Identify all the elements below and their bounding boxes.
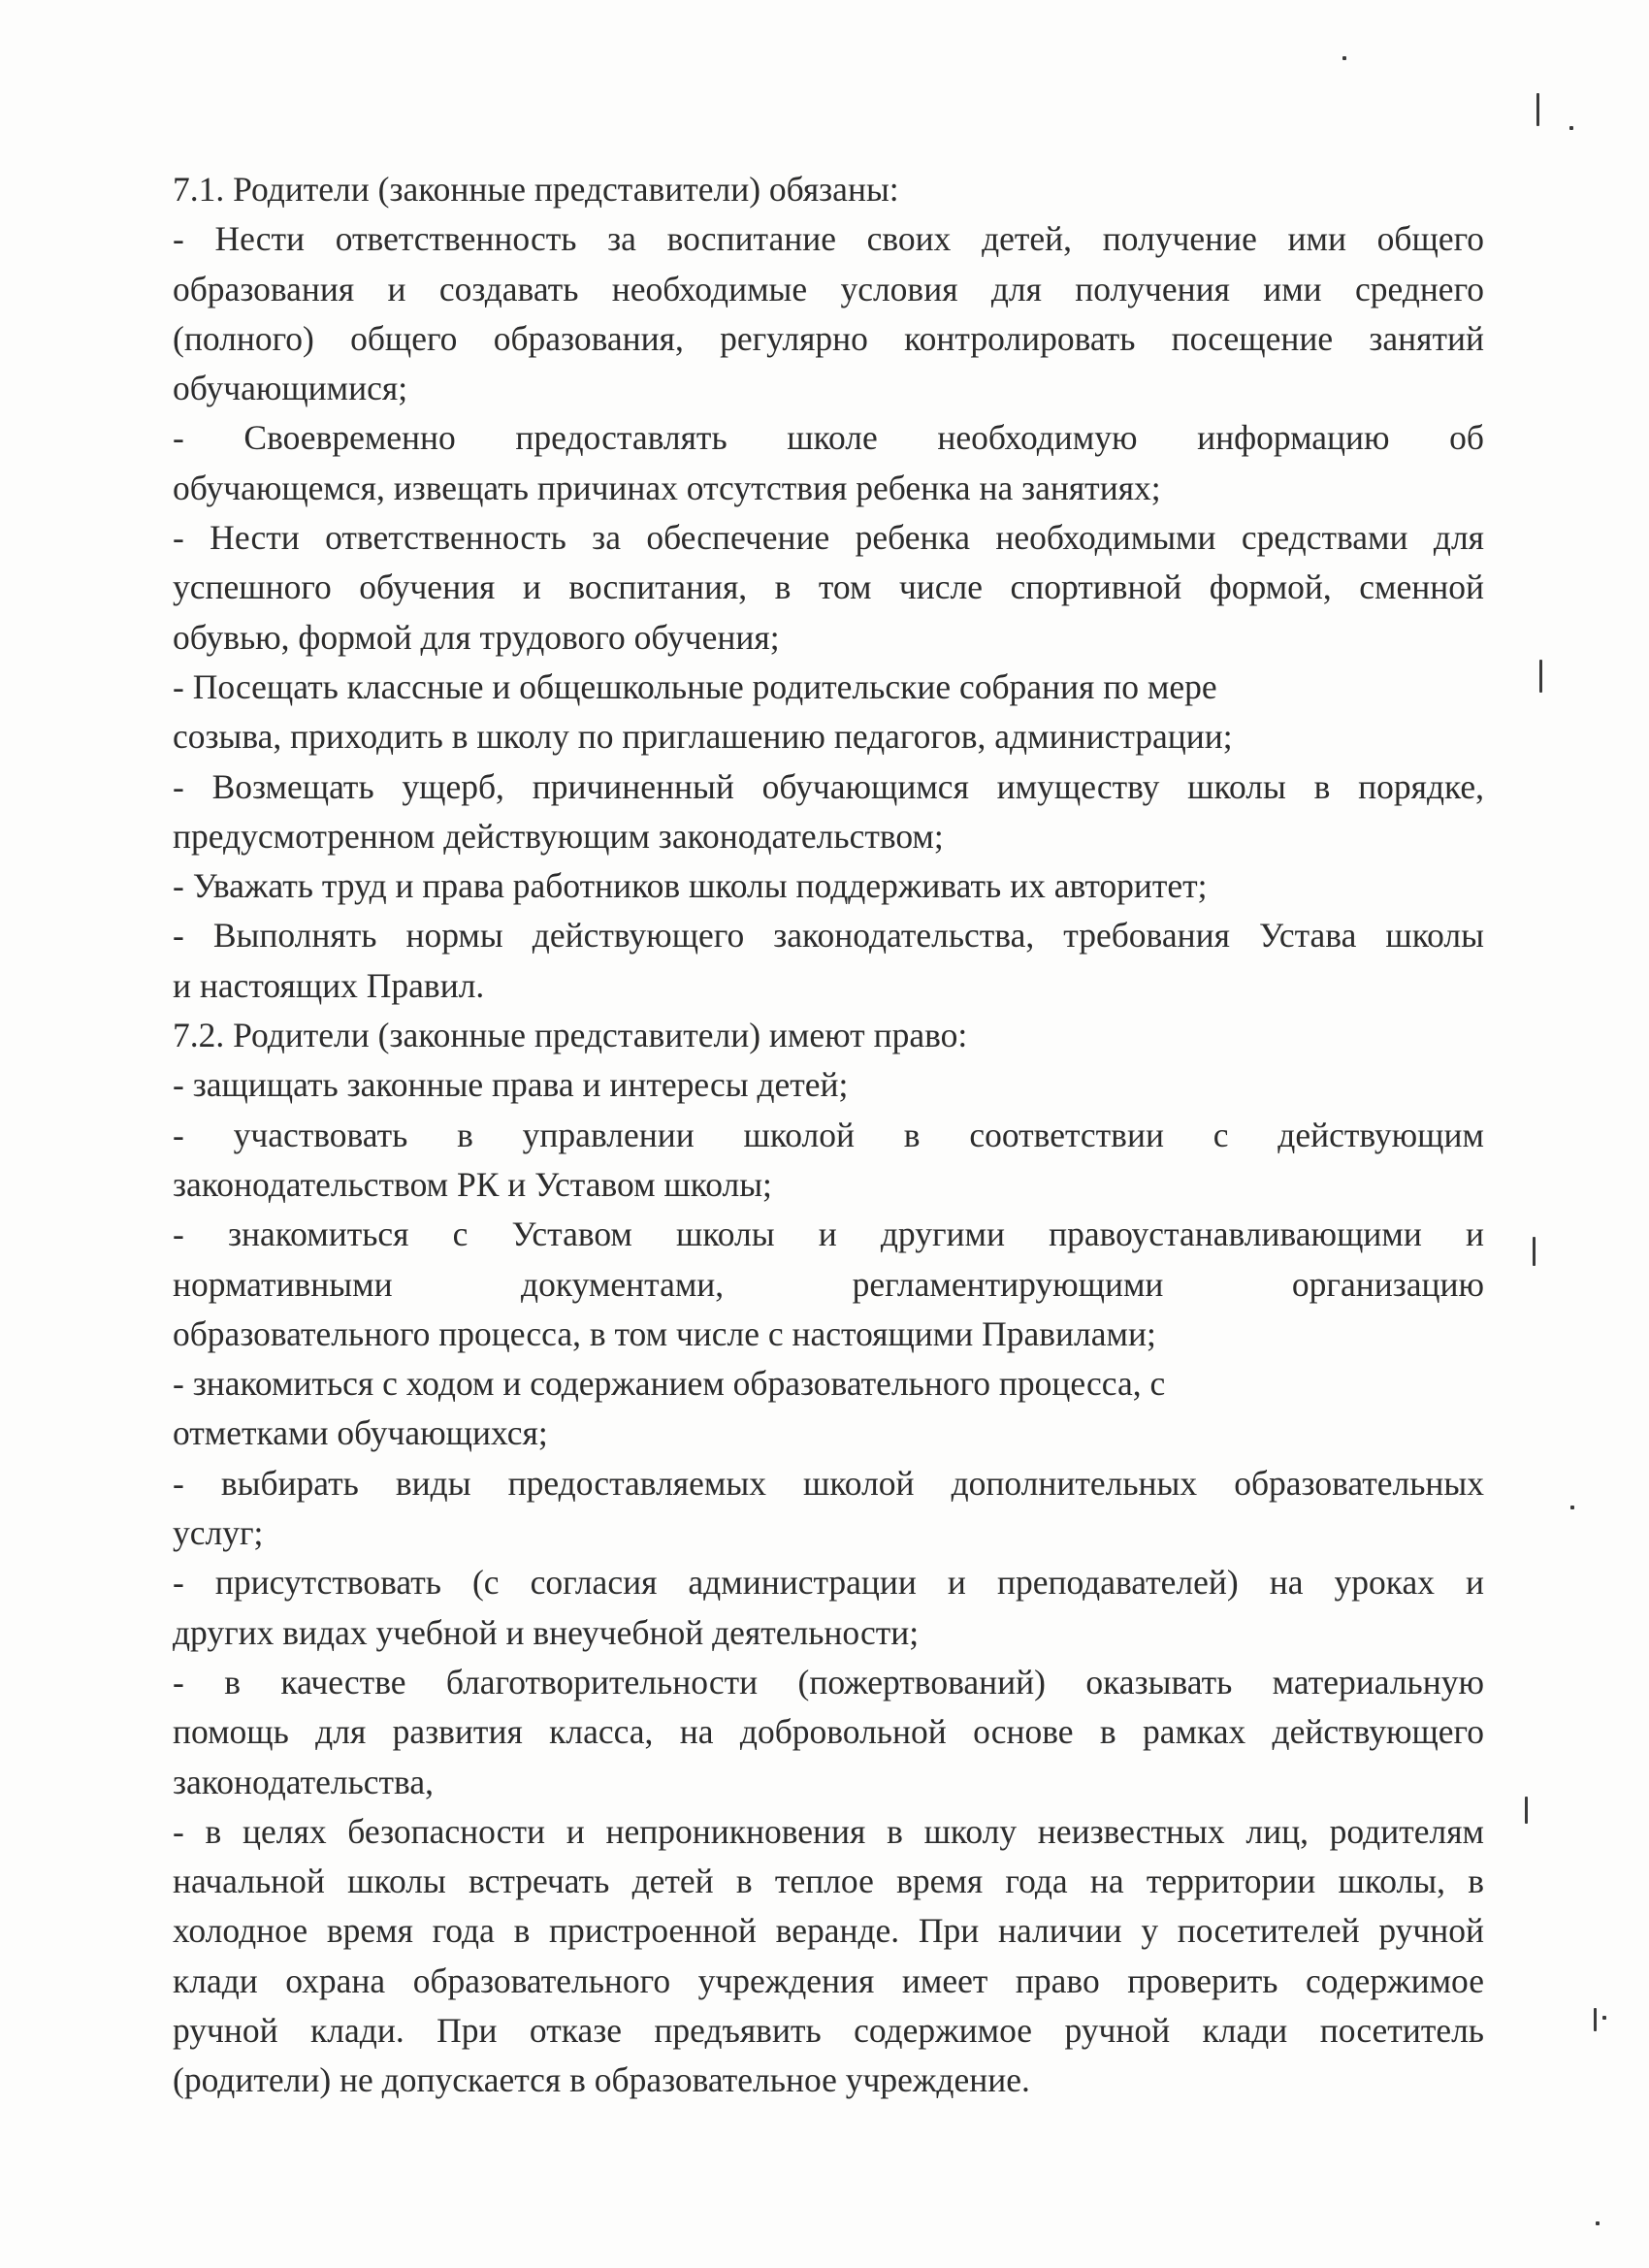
text-line: обувью, формой для трудового обучения; xyxy=(173,617,780,657)
scan-mark xyxy=(1533,1237,1536,1266)
text-line: холодное время года в пристроенной веранде. При наличии у посетителей ручной xyxy=(173,1911,1484,1951)
text-line: обучающемся, извещать причинах отсутствия ребенка на занятиях; xyxy=(173,468,1161,507)
text-line: услуг; xyxy=(173,1513,264,1553)
text-line: - Возмещать ущерб, причиненный обучающимся имуществу школы в порядке, xyxy=(173,766,1484,806)
text-line: - Уважать труд и права работников школы поддерживать их авторитет; xyxy=(173,866,1208,906)
text-line: - выбирать виды предоставляемых школой дополнительных образовательных xyxy=(173,1463,1484,1503)
text-line: - Посещать классные и общешкольные родительские собрания по мере xyxy=(173,666,1217,706)
text-line: образовательного процесса, в том числе с настоящими Правилами; xyxy=(173,1313,1156,1353)
text-line: 7.1. Родители (законные представители) обязаны: xyxy=(173,170,899,209)
scan-mark xyxy=(1594,2008,1597,2031)
document-body xyxy=(173,165,1484,2106)
scan-mark xyxy=(1525,1797,1528,1824)
text-line: - присутствовать (с согласия администрации и преподавателей) на уроках и xyxy=(173,1563,1484,1603)
scan-dot xyxy=(1570,1506,1574,1509)
scan-dot xyxy=(1596,2221,1600,2225)
text-line: других видах учебной и внеучебной деятельности; xyxy=(173,1612,920,1652)
text-line: - Своевременно предоставлять школе необходимую информацию об xyxy=(173,418,1484,458)
text-line: законодательством РК и Уставом школы; xyxy=(173,1164,772,1204)
text-line: - защищать законные права и интересы детей; xyxy=(173,1065,849,1105)
scan-mark xyxy=(1536,93,1539,126)
text-line: (полного) общего образования, регулярно контролировать посещение занятий xyxy=(173,318,1484,358)
scan-dot xyxy=(1569,126,1573,130)
text-line: - в качестве благотворительности (пожертвований) оказывать материальную xyxy=(173,1662,1484,1701)
text-line: помощь для развития класса, на добровольной основе в рамках действующего xyxy=(173,1712,1484,1752)
text-line: - Выполнять нормы действующего законодательства, требования Устава школы xyxy=(173,916,1484,956)
text-line: - участвовать в управлении школой в соответствии с действующим xyxy=(173,1115,1484,1154)
scan-mark xyxy=(1539,660,1542,693)
text-line: нормативными документами, регламентирующими организацию xyxy=(173,1264,1484,1304)
scan-dot xyxy=(1342,56,1346,60)
text-line: образования и создавать необходимые условия для получения ими среднего xyxy=(173,269,1484,308)
scan-dot xyxy=(1602,2016,1606,2020)
text-line: 7.2. Родители (законные представители) имеют право: xyxy=(173,1016,968,1055)
text-line: обучающимися; xyxy=(173,369,408,408)
text-line: - Нести ответственность за обеспечение ребенка необходимыми средствами для xyxy=(173,518,1484,558)
text-line: - знакомиться с Уставом школы и другими правоустанавливающими и xyxy=(173,1215,1484,1254)
text-line: клади охрана образовательного учреждения имеет право проверить содержимое xyxy=(173,1960,1484,2000)
text-line: успешного обучения и воспитания, в том числе спортивной формой, сменной xyxy=(173,567,1484,607)
text-line: начальной школы встречать детей в теплое время года на территории школы, в xyxy=(173,1862,1484,1901)
text-line: - в целях безопасности и непроникновения в школу неизвестных лиц, родителям xyxy=(173,1811,1484,1851)
text-line: законодательства, xyxy=(173,1762,434,1801)
text-line: (родители) не допускается в образовательное учреждение. xyxy=(173,2060,1030,2100)
text-line: и настоящих Правил. xyxy=(173,965,485,1005)
text-line: ручной клади. При отказе предъявить содержимое ручной клади посетитель xyxy=(173,2010,1484,2050)
text-line: - знакомиться с ходом и содержанием образовательного процесса, с xyxy=(173,1364,1166,1404)
text-line: отметками обучающихся; xyxy=(173,1413,548,1453)
text-line: - Нести ответственность за воспитание своих детей, получение ими общего xyxy=(173,219,1484,259)
text-line: предусмотренном действующим законодательством; xyxy=(173,816,944,856)
text-line: созыва, приходить в школу по приглашению педагогов, администрации; xyxy=(173,717,1233,757)
